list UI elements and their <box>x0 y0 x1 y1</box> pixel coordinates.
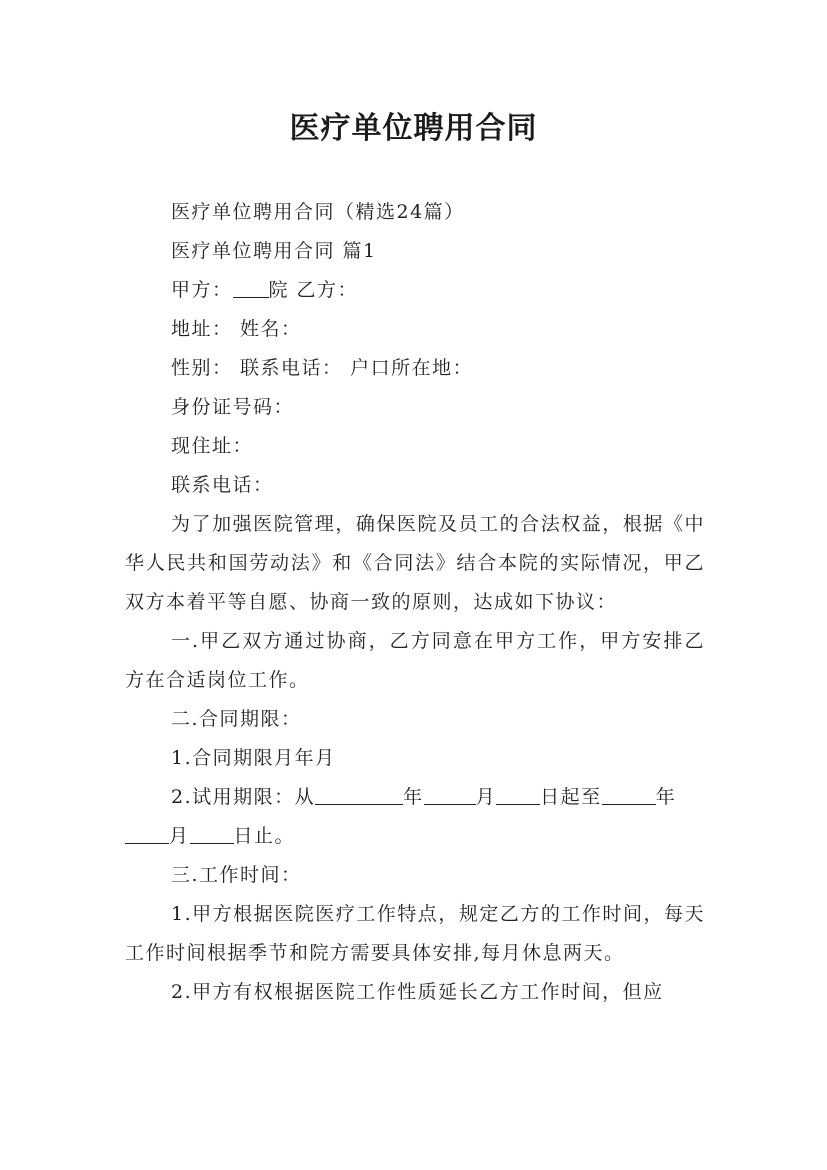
end-month-label: 月 <box>169 825 190 847</box>
address-line: 地址： 姓名： <box>171 318 302 340</box>
id-number-line: 身份证号码： <box>171 396 295 418</box>
work-time-paragraph-1: 1.甲方根据医院医疗工作特点，规定乙方的工作时间，每天工作时间根据季节和院方需要具体安排,每月休息两天。 <box>125 903 705 964</box>
gender-line: 性别： 联系电话： 户口所在地： <box>171 357 474 379</box>
work-time-paragraph-2: 2.甲方有权根据医院工作性质延长乙方工作时间，但应 <box>171 981 664 1003</box>
end-year-label: 年 <box>655 786 677 808</box>
party-b-label: 院 乙方： <box>268 279 359 301</box>
start-month-blank <box>424 784 476 805</box>
clause-3-heading: 三.工作时间： <box>171 864 302 886</box>
month-label: 月 <box>475 786 497 808</box>
year-label: 年 <box>403 786 424 808</box>
document-body <box>125 193 705 1012</box>
clause-2-heading: 二.合同期限： <box>171 708 302 730</box>
end-year-blank <box>602 784 656 805</box>
probation-label: 2.试用期限：从 <box>171 786 316 808</box>
party-a-line <box>125 271 705 310</box>
end-month-blank <box>125 823 169 844</box>
contract-term-line: 1.合同期限月年月 <box>171 747 336 769</box>
section-heading: 医疗单位聘用合同 篇1 <box>171 240 377 262</box>
subtitle-line: 医疗单位聘用合同（精选24篇） <box>171 201 465 223</box>
probation-line-continued <box>125 817 705 856</box>
current-address-line: 现住址： <box>171 435 254 457</box>
document-title: 医疗单位聘用合同 <box>289 111 538 146</box>
start-year-blank <box>315 784 403 805</box>
probation-line <box>125 778 705 817</box>
clause-1-paragraph: 一.甲乙双方通过协商，乙方同意在甲方工作，甲方安排乙方在合适岗位工作。 <box>125 630 705 691</box>
start-day-blank <box>496 784 540 805</box>
contact-phone-line: 联系电话： <box>171 474 274 496</box>
party-a-blank <box>233 277 269 298</box>
party-a-label: 甲方： <box>171 279 233 301</box>
end-day-label: 日止。 <box>233 825 296 847</box>
until-label: 日起至 <box>540 786 602 808</box>
end-day-blank <box>190 823 234 844</box>
intro-paragraph: 为了加强医院管理，确保医院及员工的合法权益，根据《中华人民共和国劳动法》和《合同法》结合本院的实际情况，甲乙双方本着平等自愿、协商一致的原则，达成如下协议： <box>125 513 705 613</box>
